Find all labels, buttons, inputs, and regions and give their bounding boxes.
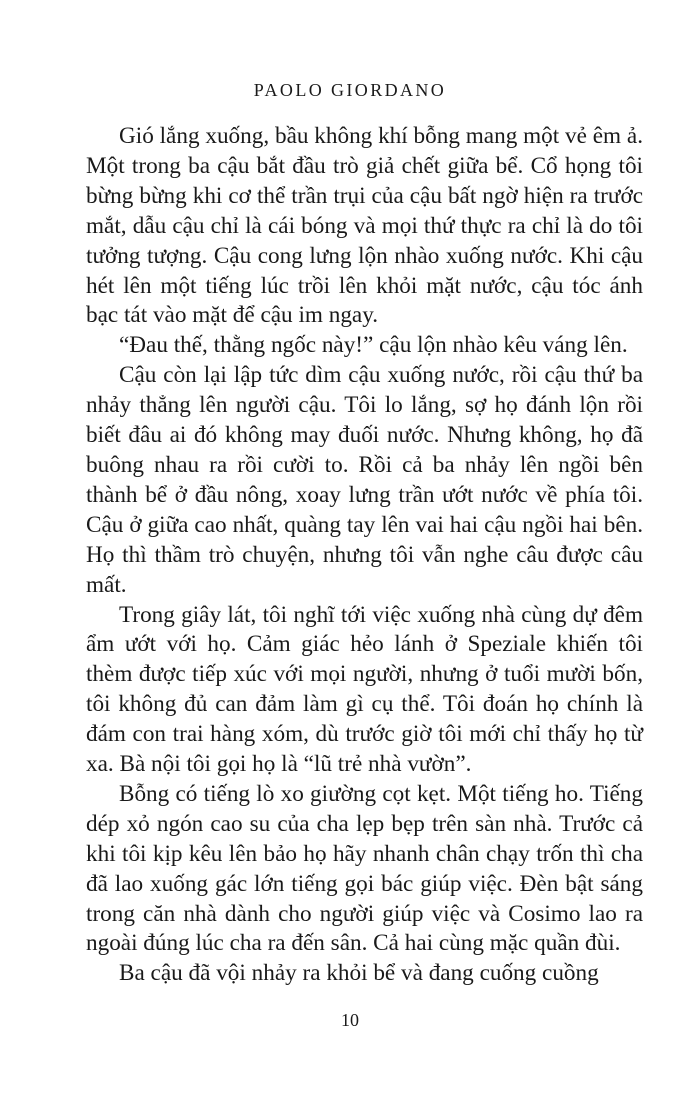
- paragraph: Gió lắng xuống, bầu không khí bỗng mang một vẻ êm ả. Một trong ba cậu bắt đầu trò giả chết giữa bể. Cổ họng tôi bừng bừng khi cơ thể trần trụi của cậu bất ngờ hiện ra trước mắt, dẫu cậu chỉ là cái bóng và mọi thứ thực ra chỉ là do tôi tưởng tượng. Cậu cong lưng lộn nhào xuống nước. Khi cậu hét lên một tiếng lúc trồi lên khỏi mặt nước, cậu tóc ánh bạc tát vào mặt để cậu im ngay.: [86, 123, 643, 329]
- paragraph: Trong giây lát, tôi nghĩ tới việc xuống nhà cùng dự đêm ẩm ướt với họ. Cảm giác hẻo lánh ở Speziale khiến tôi thèm được tiếp xúc với mọi người, nhưng ở tuổi mười bốn, tôi không đủ can đảm làm gì cụ thể. Tôi đoán họ chính là đám con trai hàng xóm, dù trước giờ tôi mới chỉ thấy họ từ xa. Bà nội tôi gọi họ là “lũ trẻ nhà vườn”.: [86, 601, 643, 778]
- page-number: 10: [341, 1010, 359, 1030]
- paragraph: “Đau thế, thằng ngốc này!” cậu lộn nhào kêu váng lên.: [119, 332, 628, 359]
- running-head: PAOLO GIORDANO: [253, 80, 447, 100]
- paragraph: Cậu còn lại lập tức dìm cậu xuống nước, rồi cậu thứ ba nhảy thẳng lên người cậu. Tôi lo lắng, sợ họ đánh lộn rồi biết đâu ai đó không may đuối nước. Nhưng không, họ đã buông nhau ra rồi cười to. Rồi cả ba nhảy lên ngồi bên thành bể ở đầu nông, xoay lưng trần ướt nước về phía tôi. Cậu ở giữa cao nhất, quàng tay lên vai hai cậu ngồi hai bên. Họ thì thầm trò chuyện, nhưng tôi vẫn nghe câu được câu mất.: [86, 362, 643, 598]
- paragraph: Bỗng có tiếng lò xo giường cọt kẹt. Một tiếng ho. Tiếng dép xỏ ngón cao su của cha lẹp bẹp trên sàn nhà. Trước cả khi tôi kịp kêu lên bảo họ hãy nhanh chân chạy trốn thì cha đã lao xuống gác lớn tiếng gọi bác giúp việc. Đèn bật sáng trong căn nhà dành cho người giúp việc và Cosimo lao ra ngoài đúng lúc cha ra đến sân. Cả hai cùng mặc quần đùi.: [86, 780, 643, 957]
- body-text: [86, 122, 643, 989]
- paragraph: Ba cậu đã vội nhảy ra khỏi bể và đang cuống cuồng: [119, 960, 599, 987]
